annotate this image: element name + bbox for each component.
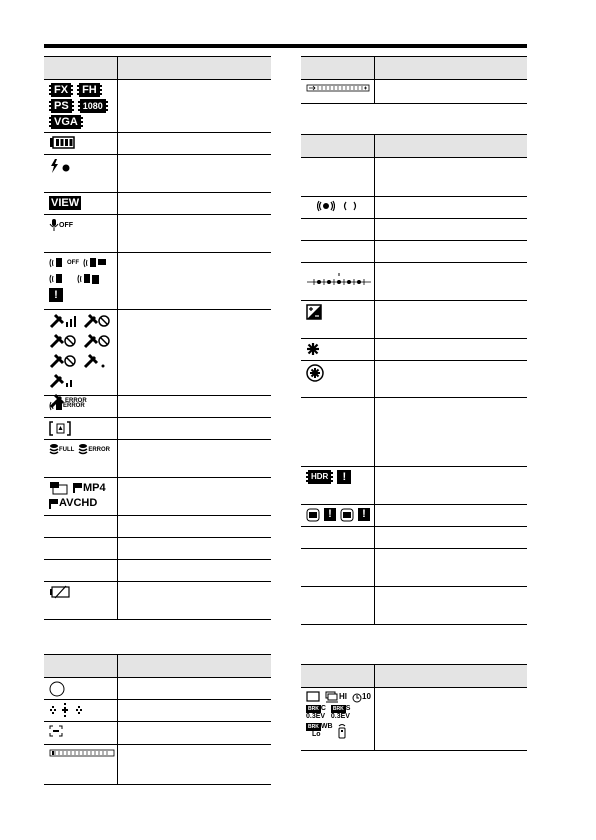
steadyshot-icons: [44, 253, 118, 309]
wb-bracket-icon: BRK WB Lo: [308, 723, 333, 738]
battery-icon: [44, 133, 118, 154]
gps-no-signal-icon: [49, 333, 77, 349]
table-row: [44, 722, 271, 745]
mic-off-label: OFF: [59, 221, 73, 229]
gps-no-signal-icon: [83, 333, 111, 349]
gps-error-icon: ERROR: [49, 393, 87, 409]
fh-icon: FH: [77, 83, 102, 97]
right-table-3: [301, 664, 527, 751]
table-row: [44, 215, 271, 253]
table-row: [44, 478, 271, 516]
warning-icon: !: [49, 288, 63, 302]
remote-control-icon: [338, 723, 346, 739]
recording-mode-icons: [44, 80, 118, 132]
table-row: [44, 538, 271, 560]
table-row: [44, 560, 271, 582]
table-header: [44, 655, 271, 678]
gps-no-signal-icon: [49, 353, 77, 369]
table-row: [44, 80, 271, 133]
self-timer-icon: 10: [352, 690, 371, 703]
table-row: [44, 582, 271, 619]
single-shot-icon: [306, 690, 320, 702]
table-row: [301, 80, 527, 103]
vga-icon: VGA: [49, 115, 83, 129]
top-rule: [44, 44, 527, 48]
steadyshot-error-icon: ERROR: [44, 396, 118, 417]
table-header: [301, 665, 527, 688]
table-row: [44, 253, 271, 310]
continuous-hi-icon: HI: [325, 690, 347, 703]
table-row: [44, 700, 271, 722]
af-status-icons: [301, 197, 375, 218]
table-row: [301, 197, 527, 219]
ae-lock-circle-icon: [301, 361, 375, 397]
picture-effect-icon: [340, 508, 354, 522]
exposure-scale-icon: [44, 745, 118, 784]
mp4-folder-icon: MP4: [73, 481, 106, 495]
memory-card-icon: [44, 418, 118, 439]
right-table-1: [301, 56, 527, 104]
table-row: [301, 158, 527, 197]
warning-icon: !: [358, 508, 370, 521]
af-continuous-icon: [317, 200, 335, 212]
steadyshot-hand-icon: [49, 272, 73, 286]
flash-charging-icon: [44, 155, 118, 192]
table-row: [301, 241, 527, 263]
fx-icon: FX: [49, 83, 73, 97]
gps-signal-icon: [49, 313, 77, 329]
table-row: [301, 527, 527, 549]
table-row: [301, 398, 527, 467]
table-row: [301, 263, 527, 301]
table-row: [44, 745, 271, 784]
picture-effect-icon: [306, 508, 320, 522]
gps-acquiring-icon: [83, 353, 111, 369]
af-area-icon: [44, 700, 118, 721]
exposure-meter-icon: [301, 263, 375, 300]
hdr-warning-icons: [301, 467, 375, 504]
table-row: [301, 301, 527, 339]
bracket-single-icon: BRK S 0.3EV: [330, 705, 351, 720]
steadyshot-off-icon: OFF: [49, 256, 79, 270]
left-table-2: [44, 654, 271, 785]
table-row: [44, 440, 271, 478]
table-header: [301, 135, 527, 158]
playback-folder-icons: [44, 478, 118, 515]
table-row: [301, 339, 527, 361]
table-row: [44, 133, 271, 155]
table-row: [44, 678, 271, 700]
table-row: [44, 155, 271, 193]
af-tracking-icon: [343, 200, 357, 212]
steadyshot-camera-icon: [83, 256, 107, 270]
exposure-comp-icon: [301, 301, 375, 338]
table-header: [301, 57, 527, 80]
1080-icon: 1080: [78, 99, 108, 113]
database-icons: [44, 440, 118, 477]
bracket-continuous-icon: BRK C 0.3EV: [306, 705, 326, 720]
view-icon: VIEW: [51, 196, 80, 209]
table-row: [44, 396, 271, 418]
left-table-1: [44, 56, 271, 620]
table-row: [301, 219, 527, 241]
battery-warning-icon: [44, 582, 118, 619]
gps-weak-signal-icon: [49, 373, 77, 389]
drive-mode-icons: [301, 688, 375, 750]
table-row: [301, 688, 527, 750]
table-row: [44, 418, 271, 440]
avchd-folder-icon: AVCHD: [49, 497, 97, 510]
table-row: [301, 361, 527, 398]
table-row: [44, 516, 271, 538]
af-frame-icon: [44, 722, 118, 744]
table-row: [301, 549, 527, 587]
gps-status-icons: [44, 310, 118, 404]
gps-no-signal-icon: [83, 313, 111, 329]
table-row: [301, 587, 527, 624]
database-error-icon: ERROR: [78, 443, 110, 457]
hdr-icon: HDR: [306, 470, 333, 484]
right-table-2: [301, 134, 527, 625]
spot-circle-icon: [44, 678, 118, 699]
table-header: [44, 57, 271, 80]
still-folder-icon: [49, 481, 69, 495]
ae-lock-icon: [301, 339, 375, 360]
database-full-icon: FULL: [49, 443, 74, 457]
view-mode-icon: [44, 193, 118, 214]
scale-bar-icon: [301, 80, 375, 103]
table-row: [301, 505, 527, 527]
steadyshot-card-icon: [77, 272, 101, 286]
mic-off-icon: [44, 215, 118, 252]
warning-icon: !: [337, 470, 351, 484]
ps-icon: PS: [49, 99, 74, 113]
picture-effect-warning-icons: [301, 505, 375, 526]
table-row: [44, 310, 271, 404]
table-row: [301, 467, 527, 505]
warning-icon: !: [324, 508, 336, 521]
table-row: [44, 193, 271, 215]
